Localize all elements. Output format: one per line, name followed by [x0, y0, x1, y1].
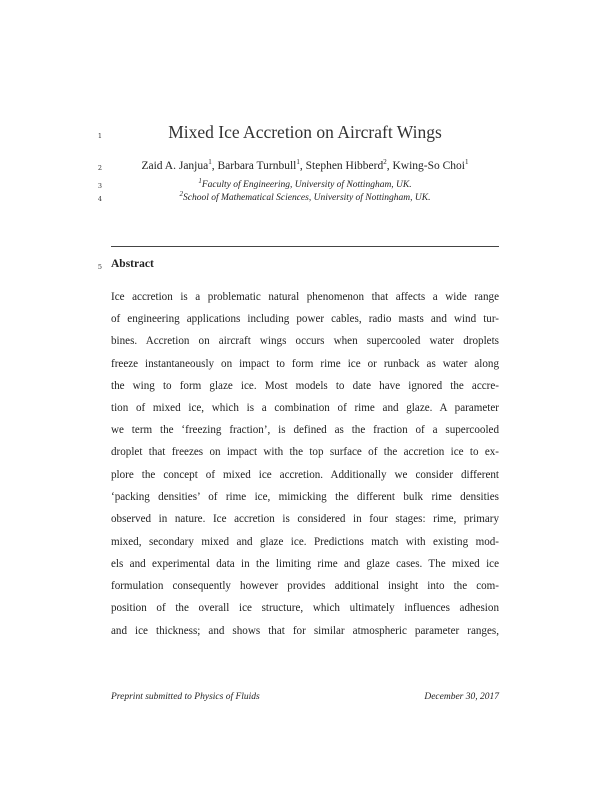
- line-number: 4: [97, 195, 102, 203]
- abstract-line: the wing to form glaze ice. Most models to date have ignored the accre-: [111, 380, 499, 392]
- abstract-heading: Abstract: [111, 258, 154, 270]
- author: Zaid A. Janjua$^1$,: [141, 158, 218, 172]
- line-number: 1: [97, 132, 102, 140]
- abstract-line: plore the concept of mixed ice accretion. Additionally we consider different: [111, 469, 499, 481]
- abstract-line: and ice thickness; and shows that for similar atmospheric parameter ranges,: [111, 625, 499, 637]
- abstract-line: tion of mixed ice, which is a combination of rime and glaze. A parameter: [111, 402, 499, 414]
- line-number: 5: [97, 263, 102, 271]
- abstract-line: position of the overall ice structure, which ultimately influences adhesion: [111, 602, 499, 614]
- abstract-line: droplet that freezes on impact with the top surface of the accretion ice to ex-: [111, 446, 499, 458]
- abstract-line: freeze instantaneously on impact to form rime ice or runback as water along: [111, 358, 499, 370]
- author-list: [110, 160, 500, 172]
- header-rule: [111, 246, 499, 247]
- author: Kwing-So Choi$^1$: [392, 158, 469, 172]
- abstract-line: we term the ‘freezing fraction’, is defined as the fraction of a supercooled: [111, 424, 499, 436]
- abstract-line: of engineering applications including power cables, radio masts and wind tur-: [111, 313, 499, 325]
- abstract-line: bines. Accretion on aircraft wings occurs when supercooled water droplets: [111, 335, 499, 347]
- abstract-line: observed in nature. Ice accretion is considered in four stages: rime, primary: [111, 513, 499, 525]
- author: Stephen Hibberd$^2$,: [305, 158, 393, 172]
- paper-title: Mixed Ice Accretion on Aircraft Wings: [168, 122, 442, 142]
- line-number: 2: [97, 164, 102, 172]
- affiliation: $^2$School of Mathematical Sciences, University of Nottingham, UK.: [179, 189, 431, 203]
- abstract-line: ‘packing densities’ of rime ice, mimicking the different bulk rime densities: [111, 491, 499, 503]
- abstract-line: mixed, secondary mixed and glaze ice. Predictions match with existing mod-: [111, 536, 499, 548]
- abstract-line: formulation consequently however provides additional insight into the com-: [111, 580, 499, 592]
- author: Barbara Turnbull$^1$,: [217, 158, 306, 172]
- abstract-line: els and experimental data in the limiting rime and glaze cases. The mixed ice: [111, 558, 499, 570]
- preprint-note: Preprint submitted to Physics of Fluids: [111, 692, 260, 702]
- preprint-date: December 30, 2017: [424, 692, 499, 702]
- affiliation: $^1$Faculty of Engineering, University of Nottingham, UK.: [198, 176, 412, 190]
- abstract-line: Ice accretion is a problematic natural phenomenon that affects a wide range: [111, 291, 499, 303]
- line-number: 3: [97, 182, 102, 190]
